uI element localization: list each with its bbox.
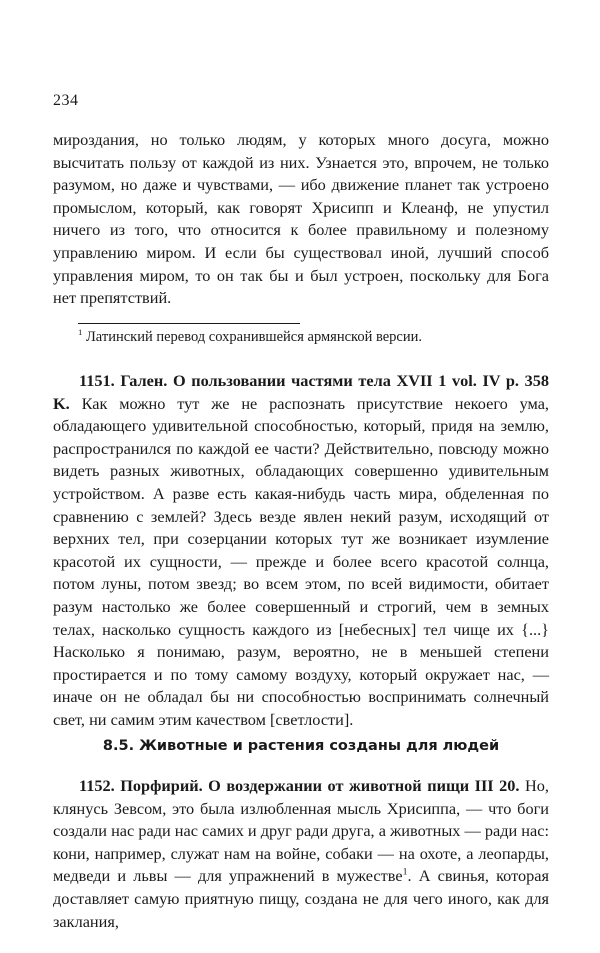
fragment-1152 — [53, 775, 549, 933]
fragment-1152-text-after-note: . А свинья, которая доставляет самую приятную пищу, создана не для чего иного, как для заклания, — [53, 866, 549, 931]
page-number: 234 — [53, 92, 79, 109]
fragment-1152-note-marker: 1 — [402, 866, 408, 878]
section-heading: 8.5. Животные и растения созданы для людей — [102, 738, 500, 754]
fragment-1151 — [53, 370, 549, 732]
footnote — [78, 327, 422, 347]
footnote-text: Латинский перевод сохранившейся армянской версии. — [85, 329, 423, 345]
footnote-divider — [78, 323, 300, 324]
fragment-1152-heading: 1152. Порфирий. О воздержании от животной пищи III 20. — [79, 776, 520, 795]
fragment-1152-text-before-note: Но, клянусь Зевсом, это была излюбленная мысль Хрисиппа, — что боги создали нас ради нас самих и друг ради друга, а животных — ради нас: кони, например, служат нам на войне, собаки — на охоте, а леопарды, медведи и львы — для упражнений в мужестве — [53, 776, 549, 886]
fragment-1151-heading: 1151. Гален. О пользовании частями тела XVII 1 vol. IV p. 358 K. — [53, 371, 549, 413]
footnote-marker: 1 — [78, 327, 83, 338]
fragment-1151-text: Как можно тут же не распознать присутствие некоего ума, обладающего удивительной способностью, который, придя на землю, распространился по каждой ее части? Действительно, повсюду можно видеть разных животных, обладающих совершенно удивительным устройством. А разве есть какая-нибудь часть мира, обделенная по сравнению с землей? Здесь везде явлен некий разум, исходящий от верхних тел, при созерцании которых тут же возникает изумление красотой их сущности, — прежде и более всего красотой солнца, потом луны, потом звезд; во всем этом, по всей видимости, обитает разум настолько же более совершенный и строгий, чем в земных телах, насколько сущность каждого из [небесных] тел чище их {...} Насколько я понимаю, разум, вероятно, не в меньшей степени простирается и по тому самому воздуху, который окружает нас, — иначе он не обладал бы ни способностью воспринимать солнечный свет, ни самим этим качеством [светлости]. — [53, 393, 549, 729]
continued-paragraph: мироздания, но только людям, у которых много досуга, можно высчитать пользу от каждой из них. Узнается это, впрочем, не только разумом, но даже и чувствами, — ибо движение планет так устроено промыслом, который, как говорят Хрисипп и Клеанф, не упустил ничего из того, что относится к более правильному и полезному управлению миром. И если бы существовал иной, лучший способ управления миром, то он так бы и был устроен, поскольку для Бога нет препятствий. — [53, 130, 549, 308]
